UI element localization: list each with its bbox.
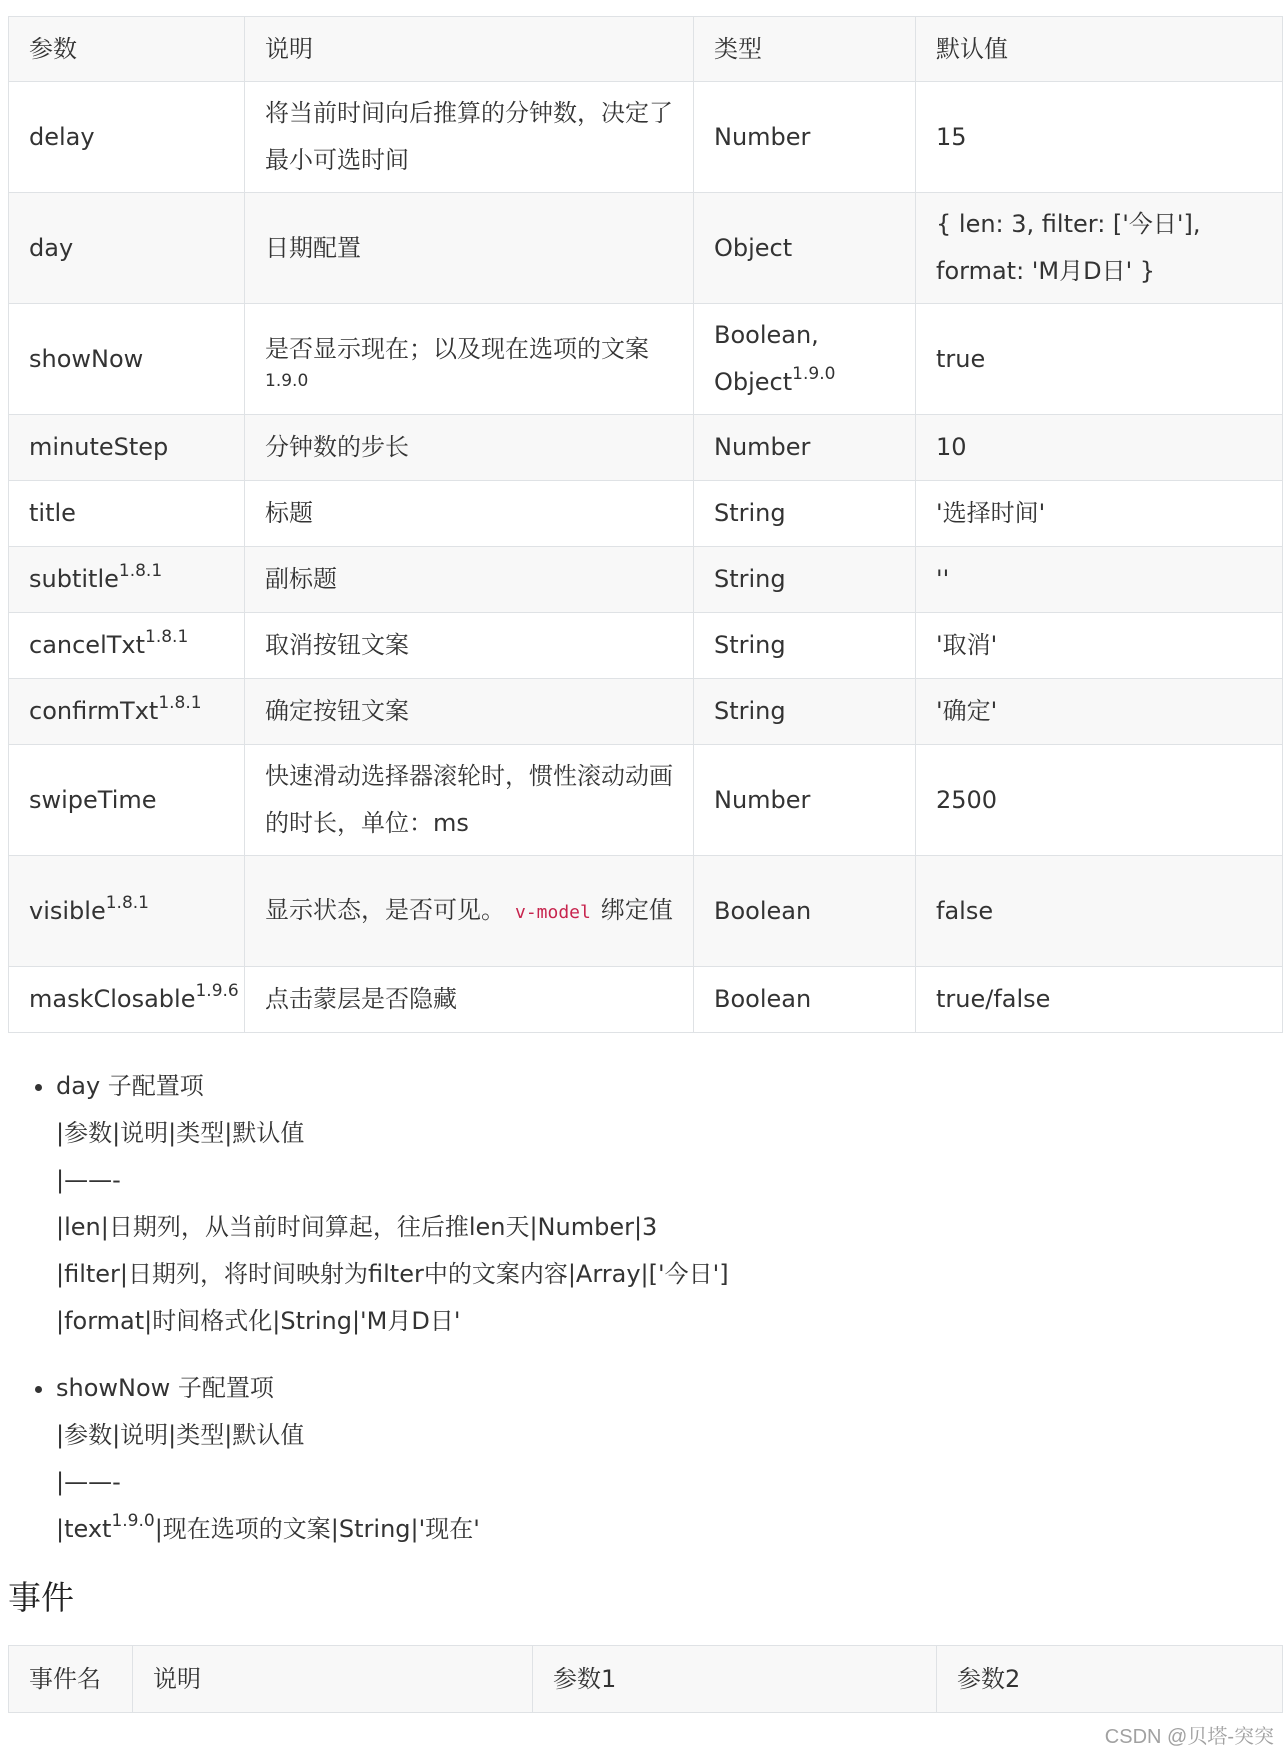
desc-cell bbox=[245, 856, 694, 967]
header-desc: 说明 bbox=[245, 17, 694, 82]
type-text: String bbox=[714, 499, 786, 527]
param-name: showNow bbox=[29, 344, 144, 373]
version-sup: 1.8.1 bbox=[118, 561, 163, 581]
default-value: '确定' bbox=[936, 697, 998, 725]
default-value: 2500 bbox=[936, 785, 998, 814]
table-row bbox=[9, 82, 1283, 193]
sub-config-title: • showNow 子配置项 bbox=[56, 1374, 274, 1402]
table-row bbox=[9, 547, 1283, 613]
type-cell bbox=[694, 193, 916, 304]
sub-config-line bbox=[56, 1459, 1282, 1506]
desc-text: 快速滑动选择器滚轮时，惯性滚动动画的时长，单位：ms bbox=[265, 762, 673, 837]
type-cell bbox=[694, 547, 916, 613]
desc-text: 点击蒙层是否隐藏 bbox=[265, 985, 457, 1013]
desc-text: 标题 bbox=[265, 499, 313, 527]
sub-config-line bbox=[56, 1204, 1282, 1251]
sub-config-line bbox=[56, 1412, 1282, 1459]
desc-text-after: 绑定值 bbox=[600, 895, 673, 924]
version-sup: 1.9.0 bbox=[792, 364, 836, 384]
type-cell bbox=[694, 967, 916, 1033]
desc-cell bbox=[245, 304, 694, 415]
line-text: |len|日期列，从当前时间算起，往后推len天|Number|3 bbox=[56, 1213, 658, 1241]
param-name: maskClosable bbox=[29, 985, 196, 1013]
header-event-name: 事件名 bbox=[9, 1646, 133, 1713]
desc-cell bbox=[245, 613, 694, 679]
events-table-header-row bbox=[9, 1646, 1283, 1713]
param-name: subtitle bbox=[29, 565, 119, 593]
default-cell bbox=[916, 304, 1283, 415]
list-item bbox=[56, 1365, 1282, 1553]
desc-text: 日期配置 bbox=[265, 233, 361, 262]
table-row bbox=[9, 967, 1283, 1033]
header-arg1: 参数1 bbox=[533, 1646, 937, 1713]
default-value: 10 bbox=[936, 433, 967, 461]
type-cell bbox=[694, 856, 916, 967]
line-text: |——- bbox=[56, 1166, 121, 1194]
desc-cell bbox=[245, 547, 694, 613]
param-name: visible bbox=[29, 896, 106, 925]
desc-cell bbox=[245, 679, 694, 745]
default-cell bbox=[916, 679, 1283, 745]
param-cell bbox=[9, 481, 245, 547]
sub-config-title: • day 子配置项 bbox=[56, 1072, 204, 1100]
param-cell bbox=[9, 547, 245, 613]
param-name: confirmTxt bbox=[29, 697, 159, 725]
table-row bbox=[9, 613, 1283, 679]
header-param: 参数 bbox=[9, 17, 245, 82]
version-sup: 1.8.1 bbox=[105, 892, 149, 913]
type-cell bbox=[694, 304, 916, 415]
desc-cell bbox=[245, 82, 694, 193]
line-text: |——- bbox=[56, 1468, 121, 1496]
default-value: false bbox=[936, 896, 994, 925]
sub-config-line bbox=[56, 1110, 1282, 1157]
default-cell bbox=[916, 415, 1283, 481]
param-cell bbox=[9, 415, 245, 481]
param-name: title bbox=[29, 499, 76, 527]
param-cell bbox=[9, 856, 245, 967]
version-sup: 1.9.0 bbox=[111, 1511, 155, 1531]
table-row bbox=[9, 856, 1283, 967]
desc-text: 取消按钮文案 bbox=[265, 631, 409, 659]
default-value: '' bbox=[936, 565, 950, 593]
line-text: |format|时间格式化|String|'M月D日' bbox=[56, 1307, 461, 1335]
type-text: Boolean bbox=[714, 985, 812, 1013]
version-sup: 1.9.6 bbox=[195, 981, 239, 1001]
table-row bbox=[9, 679, 1283, 745]
type-cell bbox=[694, 481, 916, 547]
header-arg2: 参数2 bbox=[937, 1646, 1283, 1713]
line-text: |text bbox=[56, 1515, 112, 1543]
line-text-after: |现在选项的文案|String|'现在' bbox=[154, 1515, 480, 1543]
version-sup: 1.9.0 bbox=[265, 370, 309, 391]
version-sup: 1.8.1 bbox=[158, 693, 202, 713]
desc-text: 副标题 bbox=[265, 565, 337, 593]
default-value: true bbox=[936, 344, 986, 373]
type-text: Object bbox=[714, 233, 793, 262]
table-row bbox=[9, 481, 1283, 547]
inline-code: v-model bbox=[515, 901, 591, 923]
type-text: Number bbox=[714, 785, 811, 814]
table-row bbox=[9, 415, 1283, 481]
type-cell bbox=[694, 679, 916, 745]
line-text: |参数|说明|类型|默认值 bbox=[56, 1119, 305, 1147]
type-text: Boolean bbox=[714, 896, 812, 925]
desc-text: 将当前时间向后推算的分钟数，决定了最小可选时间 bbox=[265, 99, 673, 174]
table-row bbox=[9, 193, 1283, 304]
desc-text: 确定按钮文案 bbox=[265, 697, 409, 725]
type-text: String bbox=[714, 697, 786, 725]
default-value: '取消' bbox=[936, 631, 998, 659]
type-cell bbox=[694, 613, 916, 679]
document bbox=[8, 16, 1282, 1713]
param-name: swipeTime bbox=[29, 785, 157, 814]
desc-cell bbox=[245, 745, 694, 856]
sub-config-line bbox=[56, 1506, 1282, 1553]
param-name: delay bbox=[29, 122, 95, 151]
desc-text: 显示状态，是否可见。 bbox=[265, 895, 505, 924]
header-default: 默认值 bbox=[916, 17, 1283, 82]
default-cell bbox=[916, 547, 1283, 613]
param-cell bbox=[9, 82, 245, 193]
type-text: Number bbox=[714, 433, 811, 461]
desc-text: 是否显示现在；以及现在选项的文案 bbox=[265, 334, 649, 363]
param-cell bbox=[9, 679, 245, 745]
type-text: String bbox=[714, 631, 786, 659]
type-cell bbox=[694, 415, 916, 481]
header-type: 类型 bbox=[694, 17, 916, 82]
param-name: minuteStep bbox=[29, 433, 169, 461]
desc-cell bbox=[245, 967, 694, 1033]
line-text: |参数|说明|类型|默认值 bbox=[56, 1421, 305, 1449]
default-value: 15 bbox=[936, 122, 967, 151]
param-name: day bbox=[29, 233, 74, 262]
table-row bbox=[9, 304, 1283, 415]
props-table-header-row bbox=[9, 17, 1283, 82]
events-heading: 事件 bbox=[8, 1578, 74, 1617]
param-cell bbox=[9, 613, 245, 679]
default-cell bbox=[916, 82, 1283, 193]
desc-cell bbox=[245, 193, 694, 304]
sub-config-list bbox=[8, 1063, 1282, 1553]
sub-config-line bbox=[56, 1251, 1282, 1298]
type-cell bbox=[694, 82, 916, 193]
sub-config-line bbox=[56, 1157, 1282, 1204]
props-table bbox=[8, 16, 1283, 1033]
default-cell bbox=[916, 481, 1283, 547]
type-cell bbox=[694, 745, 916, 856]
param-name: cancelTxt bbox=[29, 631, 146, 659]
header-event-desc: 说明 bbox=[133, 1646, 533, 1713]
desc-cell bbox=[245, 415, 694, 481]
param-cell bbox=[9, 967, 245, 1033]
csdn-watermark: CSDN @贝塔-突突 bbox=[1104, 1726, 1274, 1748]
default-value: true/false bbox=[936, 985, 1051, 1013]
list-item bbox=[56, 1063, 1282, 1345]
table-row bbox=[9, 745, 1283, 856]
version-sup: 1.8.1 bbox=[145, 627, 189, 647]
type-text: Boolean, Object bbox=[714, 321, 819, 396]
type-text: String bbox=[714, 565, 786, 593]
default-value: { len: 3, filter: ['今日'], format: 'M月D日' } bbox=[936, 210, 1201, 285]
desc-text: 分钟数的步长 bbox=[265, 433, 409, 461]
default-value: '选择时间' bbox=[936, 499, 1046, 527]
param-cell bbox=[9, 193, 245, 304]
default-cell bbox=[916, 856, 1283, 967]
desc-cell bbox=[245, 481, 694, 547]
events-table bbox=[8, 1645, 1283, 1713]
param-cell bbox=[9, 304, 245, 415]
type-text: Number bbox=[714, 122, 811, 151]
default-cell bbox=[916, 745, 1283, 856]
default-cell bbox=[916, 613, 1283, 679]
param-cell bbox=[9, 745, 245, 856]
default-cell bbox=[916, 193, 1283, 304]
line-text: |filter|日期列，将时间映射为filter中的文案内容|Array|['今日'] bbox=[56, 1260, 729, 1288]
default-cell bbox=[916, 967, 1283, 1033]
sub-config-line bbox=[56, 1298, 1282, 1345]
